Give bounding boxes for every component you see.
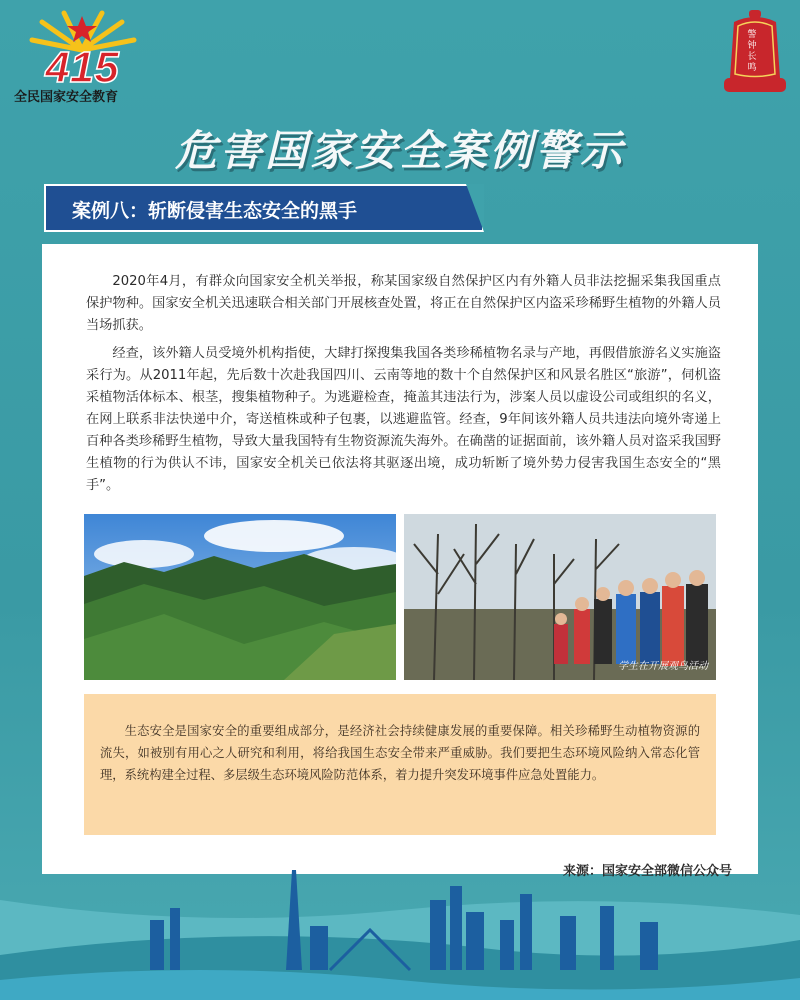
birdwatching-photo bbox=[404, 514, 716, 680]
case-title-bar bbox=[44, 184, 484, 232]
logo-subtitle: 全民国家安全教育 bbox=[14, 90, 119, 105]
bell-char: 长 bbox=[747, 52, 757, 62]
logo-number: 415 bbox=[45, 43, 119, 90]
note-box bbox=[84, 694, 716, 835]
note-text: 生态安全是国家安全的重要组成部分，是经济社会持续健康发展的重要保障。相关珍稀野生动植物资源的流失，如被别有用心之人研究和利用，将给我国生态安全带来严重威胁。我们要把生态环境风险纳入常态化管理，系统构建全过程、多层级生态环境风险防范体系，着力提升突发环境事件应急处置能力。 bbox=[100, 724, 700, 782]
source-label: 来源：国家安全部微信公众号 bbox=[562, 864, 732, 879]
city-skyline bbox=[0, 860, 800, 1000]
forest-photo bbox=[84, 514, 396, 680]
bell-char: 鸣 bbox=[747, 63, 757, 73]
paragraph-1: 2020年4月，有群众向国家安全机关举报，称某国家级自然保护区内有外籍人员非法挖掘采集我国重点保护物种。国家安全机关迅速联合相关部门开展核查处置，将正在自然保护区内盗采珍稀野生植物的外籍人员当场抓获。 bbox=[86, 274, 721, 333]
paragraph-2: 经查，该外籍人员受境外机构指使，大肆打探搜集我国各类珍稀植物名录与产地，再假借旅游名义实施盗采行为。从2011年起，先后数十次赴我国四川、云南等地的数十个自然保护区和风景名胜区“旅游”，伺机盗采植物活体标本、根茎，搜集植物种子。为逃避检查，掩盖其违法行为，涉案人员以虚设公司或组织的名义，在网上联系非法快递中介，寄送植株或种子包裹，以逃避监管。经查，9年间该外籍人员共违法向境外寄递上百种各类珍稀野生植物，导致大量我国特有生物资源流失海外。在确凿的证据面前，该外籍人员对盗采我国野生植物的行为供认不讳，国家安全机关已依法将其驱逐出境，成功斩断了境外势力侵害我国生态安全的“黑手”。 bbox=[86, 346, 721, 493]
photo-caption: 学生在开展观鸟活动 bbox=[618, 661, 708, 672]
education-logo bbox=[12, 10, 152, 105]
bell-char: 钟 bbox=[747, 41, 757, 51]
bell-char: 警 bbox=[747, 30, 757, 40]
page-title: 危害国家安全案例警示 bbox=[174, 126, 625, 175]
content-panel bbox=[42, 244, 758, 879]
case-title: 案例八：斩断侵害生态安全的黑手 bbox=[72, 200, 358, 222]
logo-graphic bbox=[12, 10, 152, 90]
star-icon bbox=[67, 16, 97, 42]
bell-text bbox=[743, 30, 761, 74]
